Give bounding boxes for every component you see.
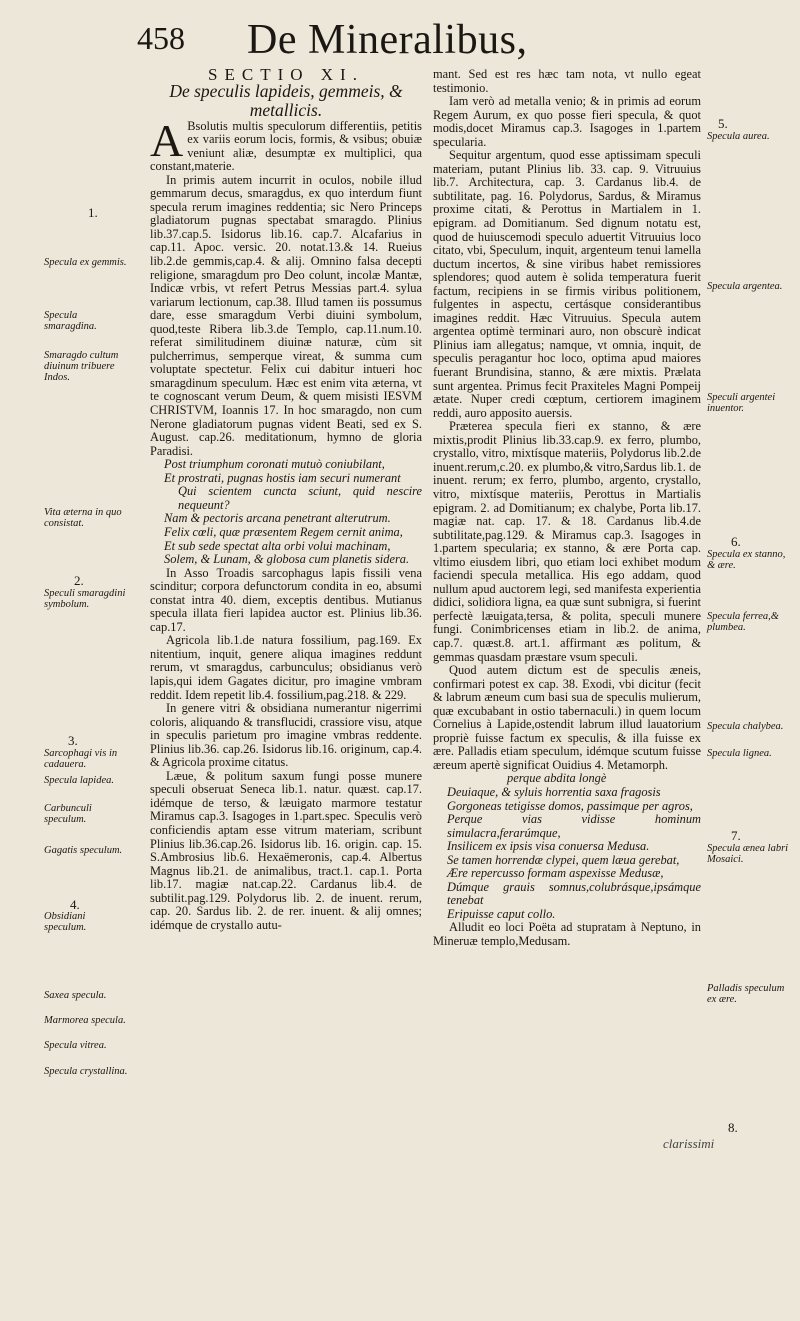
verse-line: Eripuisse caput collo. [447,906,556,921]
paragraph-text: Bsolutis multis speculorum differentiis, petitis ex variis eorum locis, formis, & vsibus; obuiæ veniunt aliæ, desumptæ ex multiplici, qua constant,materie. [150,118,422,174]
margin-note: Speculi argentei inuentor. [707,392,776,414]
verse-line: Ære repercusso formam aspexisse Medusæ, [447,866,664,881]
verse-line: Solem, & Lunam, & globosa cum planetis sidera. [164,552,410,567]
margin-note: Carbunculi speculum. [44,803,92,825]
margin-note: Sarcophagi vis in cadauera. [44,748,118,770]
verse-block [150,458,422,566]
margin-note: Specula chalybea. [707,721,784,732]
verse-line: Et sub sede spectat alta orbi volui machinam, [164,538,391,553]
margin-note: Vita æterna in quo consistat. [44,507,122,529]
catchword: clarissimi [663,1136,715,1151]
margin-note: Smaragdo cultum diuinum tribuere Indos. [44,350,119,383]
verse-line: Insilicem ex ipsis visa conuersa Medusa. [447,839,650,854]
verse-line: Felix cœli, quæ præsentem Regem cernit anima, [164,524,403,539]
page-header [0,16,800,66]
paragraph: In genere vitri & obsidiana numerantur nigerrimi coloris, aliquando & transflucidi, crassiore visu, atque in speculis parietum pro imagine vmbras reddente. Plinius lib.36. cap.26. Isidorus lib.16. originum, cap.4. & Agricola proxime citatus. [150,701,422,770]
paragraph: In primis autem incurrit in oculos, nobile illud gemmarum decus, smaragdus, ex quo interdum fiunt specula rerum imagines reddentia; sic Nero Princeps gladiatorum pugnas spectabat smaragdo. Plinius lib.37.cap.5. Isidorus lib.16. cap.7. Alcafarius in cap.11. Apoc. versic. 20. notat.13.& 14. Rueius lib.2.de gemmis,cap.4. & alij. Omnino falsa decepti religione, smaragdum pro Deo colunt, incolæ Mantæ, Indicæ vrbis, vt refert Petrus Messias part.4. sylua variarum lectionum, cap.38. Illud tamen iis possumus dare, esse smaragdum Verbi diuini symbolum, quod,teste Ribera lib.3.de Templo, cap.11.num.10. referat similitudinem diuinæ naturæ, cùm sit pulcherrimus, semperque vireat, & summa cum voluptate spectetur. Felix cui dabitur intueri hoc smaragdinum speculum. Hæc est enim vita æterna, vt te cognoscant verum Deum, & quem misisti IESVM CHRISTVM, Ioannis 17. In hoc smaragdo, non cum Nerone gladiatorum pugnas vident Beati, sed ex S. August. cap.26. meditationum, hymno de gloria Paradisi. [150,172,422,458]
margin-note: Gagatis speculum. [44,845,123,856]
paragraph: mant. Sed est res hæc tam nota, vt nullo egeat testimonio. [433,67,701,95]
margin-number: 6. [731,534,741,549]
margin-note: Specula vitrea. [44,1040,107,1051]
verse-line: Deuiaque, & syluis horrentia saxa fragosis [447,784,661,799]
margin-note: Specula ferrea,& plumbea. [707,611,779,633]
margin-number: 8. [728,1120,738,1135]
paragraph: Agricola lib.1.de natura fossilium, pag.169. Ex nitentium, inquit, genere aliqua imagines reddunt rerum, vt smaragdus, carbunculus; obsidianus verò lapis,qui idem Gagates dicitur, pro imagine vmbram reddit. Idem repetit lib.4. fossilium,pag.218. & 229. [150,633,422,702]
margin-note: Specula ex stanno, & ære. [707,549,786,571]
margin-number: 2. [74,573,84,588]
verse-line: Qui scientem cuncta sciunt, quid nescire nequeunt? [178,484,422,512]
paragraph: Læue, & politum saxum fungi posse munere speculi obseruat Seneca lib.1. natur. quæst. cap.17. idémque de terso, & læuigato marmore testatur Miramus cap.3. Isagoges in 1.part.spec. Speculis verò conficiendis aptam esse vitrum materiam, scribunt Plinius lib.36.cap.26. Isidorus lib. 16. origin. cap. 15. S.Ambrosius lib.6. Hexaëmeronis, cap.4. Albertus Magnus lib.21. de animalibus, tract.1. cap.1. Porta lib.17. magiæ nat.cap.22. Cardanus lib.4. de subtilit.pag.129. Polydorus lib. 2. de inuent. rerum, cap. 20. Sardus lib. 2. de rer. inuent. & alij omnes; idémque de crystallo autu- [150,768,422,932]
margin-note: Specula ex gemmis. [44,257,127,268]
verse-line: Perque vias vidisse hominum simulacra,ferarúmque, [447,812,701,840]
margin-number: 7. [731,828,741,843]
margin-note: Specula argentea. [707,281,783,292]
margin-note: Specula lignea. [707,748,772,759]
paragraph: Præterea specula fieri ex stanno, & ære mixtis,prodit Plinius lib.33.cap.9. ex ferro, plumbo, crystallo, vitro, mixtísque materiis, Polydorus lib.2.de inuent.rerum,c.20. ex plumbo,& vitro,Sardus lib.1. de inuent. rerum; ex ferro, plumbo, argento, crystallo, vitro, mixtísque materiis, Perottus in Martialis epigram. 2. ad Domitianum; ex chalybe, Porta lib.17. magiæ nat. cap. 17. & 18. Cardanus lib.4.de subtilitate,pag.129. & Miramus cap.3. Isagoges in 1.partem specularia; ex stanno, & ære Porta cap. vltimo eiusdem libri, quo etiam loci exhibet modum faciendi specula metallica. His ego addam, quod nullum apud auctorem legi, sed manifesta experientia didici, solidiora ligna, ea quæ sunt subnigra, si fuerint perfectè læuigata,tersa, & polita, speculi munere fungi. Conimbricenses etiam in lib.2. de anima, cap.7. quæst.8. art.1. affirmant æs politum, & gemmas quasdam præstare vsum speculi. [433,419,701,664]
margin-note: Specula ænea labri Mosaici. [707,843,789,865]
verse-line: Se tamen horrendæ clypei, quem læua gerebat, [447,852,680,867]
margin-note: Marmorea specula. [44,1015,126,1026]
margin-note: Saxea specula. [44,990,107,1001]
paragraph: Iam verò ad metalla venio; & in primis ad eorum Regem Aurum, ex quo posse fieri specula, & quot modis,docet Miramus cap.3. Isagoges in 1.partem specularia. [433,94,701,149]
margin-note: Specula smaragdina. [44,310,97,332]
verse-line: Et prostrati, pugnas hostis iam securi numerant [164,470,401,485]
left-column [150,65,422,932]
paragraph: Alludit eo loci Poëta ad stupratam à Neptuno, in Mineruæ templo,Medusam. [433,920,701,948]
section-heading: SECTIO XI. [208,65,364,84]
verse-line: Dúmque grauis somnus,colubrásque,ipsámque tenebat [447,879,701,908]
right-column [433,68,701,949]
margin-note: Speculi smaragdini symbolum. [44,588,126,610]
verse-block [433,772,701,921]
margin-number: 4. [70,897,80,912]
margin-note: Specula lapidea. [44,775,114,786]
paragraph: Quod autem dictum est de speculis æneis, confirmari potest ex cap. 38. Exodi, vbi dicitur (fecit & labrum æneum cum basi sua de speculis mulierum, quæ excubabant in ostio tabernaculi.) in quem locum Cornelius à Lapide,ostendit labrum illud lauatorium propriè fuisse factum ex speculis, & illa fuisse ex ære. Palladis etiam speculum, idémque scutum fuisse æreum apertè significat Ouidius 4. Metamorph. [433,663,701,772]
verse-line: Post triumphum coronati mutuò coniubilant, [164,457,385,472]
margin-number: 1. [88,205,98,220]
verse-line: Gorgoneas tetigisse domos, passimque per agros, [447,798,693,813]
margin-number: 5. [718,116,728,131]
running-title: De Mineralibus, [247,17,528,63]
paragraph [150,114,422,174]
paragraph: In Asso Troadis sarcophagus lapis fissili vena scinditur; corpora defunctorum condita in eo, absumi constat intra 40. diem, exceptis dentibus. Mutianus specula illata fieri lapidea auctor est. Plinius lib.36. cap.17. [150,565,422,634]
margin-note: Specula aurea. [707,131,770,142]
verse-line: Nam & pectoris arcana penetrant alterutrum. [164,511,391,526]
margin-note: Obsidiani speculum. [44,911,87,933]
margin-number: 3. [68,733,78,748]
margin-note: Palladis speculum ex ære. [707,983,785,1005]
paragraph: Sequitur argentum, quod esse aptissimam speculi materiam, putant Plinius lib. 33. cap. 9. Vitruuius lib.7. Architectura, cap. 3. Cardanus lib.4. de subtilitate, pag. 16. Polydorus, Sardus, & Miramus proxime citati, & Perottus in Martialem in 1. epigram. ad Domitianum. Sed dignum notatu est, quod de huiuscemodi speculo aduertit Vitruuius loco citato, vbi, Speculum, inquit, argenteum tenui lamella ductum incertos, & sine viribus habet remissiores splendores; quod autem è solida temperatura fuerit factum, recipiens in se firmis viribus politionem, fulgentes in aspectu, certásque considerantibus imagines reddit. Hæc Vitruuius. Specula autem argentea optimè terminari auro, non obscurè indicat Plinius iam allegatus; namque, vt omnia, inquit, de speculis peragantur hoc loco, optima apud maiores fuerant Brundisina, stanno, & ære mixtis. Prælata sunt argentea. Primus fecit Praxiteles Magni Pompeij ætate. Nuper credi cœptum, certiorem imaginem reddi, auro apposito auersis. [433,148,701,420]
section-title: De speculis lapideis, gemmeis, & metallicis. [169,80,403,120]
margin-note: Specula crystallina. [44,1066,128,1077]
verse-line: perque abdita longè [507,771,607,786]
drop-cap: A [150,114,184,166]
page-number: 458 [137,20,185,56]
